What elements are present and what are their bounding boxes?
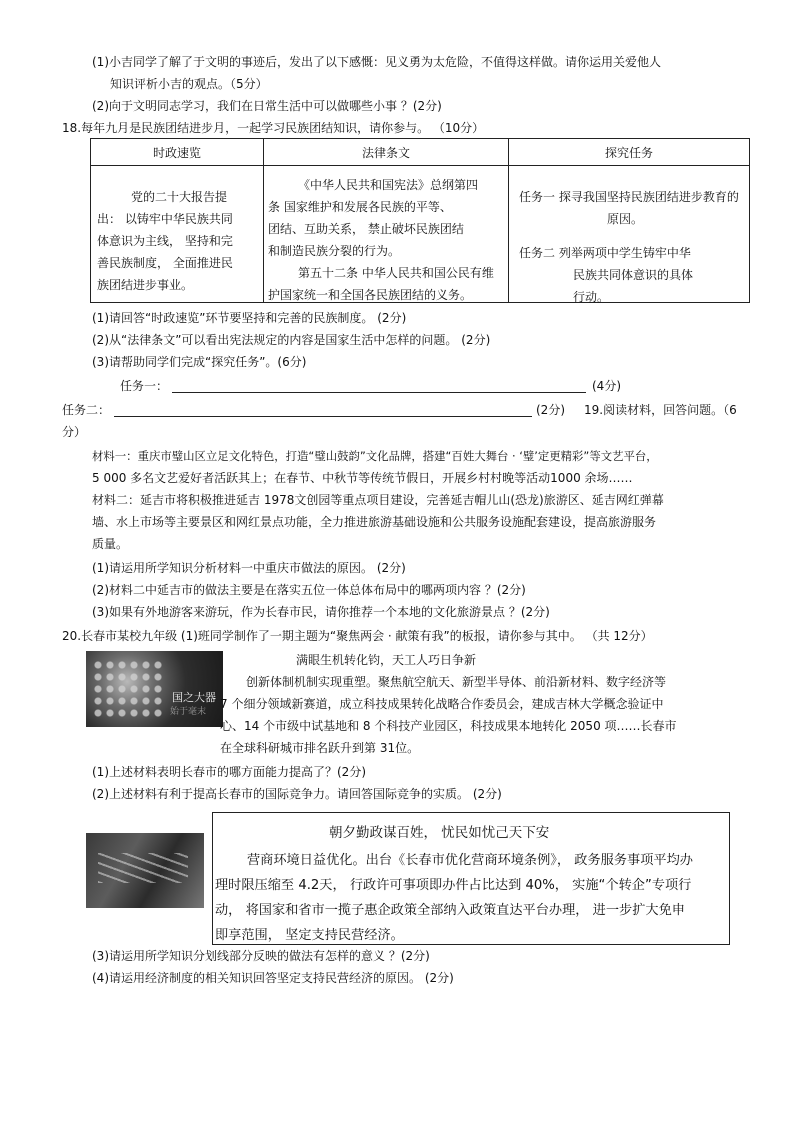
q18-task-line: 任务二 列举两项中学生铸牢中华 xyxy=(519,246,691,260)
q17-sub2: (2)向于文明同志学习，我们在日常生活中可以做哪些小事 ？(2分) xyxy=(92,99,442,113)
q19-stem-line1: 19.阅读材料，回答问题。（6 xyxy=(584,403,737,417)
q19-sub1: (1)请运用所学知识分析材料一中重庆市做法的原因。 (2分) xyxy=(92,561,406,575)
q20-passage2-box xyxy=(212,812,730,945)
q18-news-line: 出： 以铸牢中华民族共同 xyxy=(97,212,233,226)
q18-task1-score: (4分) xyxy=(592,379,621,393)
q17-sub1-line1: (1)小吉同学了解了于文明的事迹后，发出了以下感慨：见义勇为太危险，不值得这样做。请你运用关爱他人 xyxy=(92,55,662,69)
q18-task2-label: 任务二： xyxy=(62,403,111,417)
q18-task-line: 原因。 xyxy=(607,212,644,226)
q18-task2-answer-line[interactable] xyxy=(114,416,532,417)
q20-passage1-line: 创新体制机制实现重塑。聚焦航空航天、新型半导体、前沿新材料、数字经济等 xyxy=(246,675,667,689)
q18-task1-label: 任务一： xyxy=(120,379,169,393)
q18-task-line: 民族共同体意识的具体 xyxy=(573,268,694,282)
q18-sub1: (1)请回答“时政速览”环节要坚持和完善的民族制度。 (2分) xyxy=(92,311,407,325)
q20-sub1: (1)上述材料表明长春市的哪方面能力提高了？(2分) xyxy=(92,765,366,779)
chip-photo-image xyxy=(86,651,223,727)
q18-news-line: 党的二十大报告提 xyxy=(131,190,228,204)
q18-cell-law xyxy=(264,166,509,303)
q18-header-law: 法律条文 xyxy=(264,139,509,166)
chip-dots-pattern xyxy=(92,659,162,717)
q18-law-line: 《中华人民共和国宪法》总纲第四 xyxy=(298,178,479,192)
q20-sub3: (3)请运用所学知识分划线部分反映的做法有怎样的意义 ？(2分) xyxy=(92,949,430,963)
q18-task-line: 任务一 探寻我国坚持民族团结进步教育的 xyxy=(519,190,739,204)
q18-cell-news xyxy=(91,166,264,303)
q18-sub3: (3)请帮助同学们完成“探究任务”。(6分) xyxy=(92,355,307,369)
image-caption-sub: 始于毫末 xyxy=(170,707,207,717)
q17-sub1-line2: 知识评析小吉的观点。（5分） xyxy=(110,77,268,91)
q18-task-line: 行动。 xyxy=(573,290,610,304)
q19-material2-line2: 墙、水上市场等主要景区和网红景点功能，全力推进旅游基础设施和公共服务设施配套建设，提高旅游服务 xyxy=(92,515,657,529)
q18-law-line: 第五十二条 中华人民共和国公民有维 xyxy=(298,266,494,280)
q18-news-line: 善民族制度， 全面推进民 xyxy=(97,256,233,270)
q18-cell-task xyxy=(509,166,750,303)
q18-stem: 18.每年九月是民族团结进步月，一起学习民族团结知识，请你参与。 （10分） xyxy=(62,121,485,135)
q18-law-line: 团结、互助关系， 禁止破坏民族团结 xyxy=(268,222,464,236)
q18-task1-answer-line[interactable] xyxy=(172,392,586,393)
q18-news-line: 族团结进步事业。 xyxy=(97,278,194,292)
q18-news-line: 体意识为主线， 坚持和完 xyxy=(97,234,233,248)
q19-material2-line3: 质量。 xyxy=(92,537,129,551)
q18-law-line: 和制造民族分裂的行为。 xyxy=(268,244,401,258)
city-photo-image xyxy=(86,833,204,908)
q19-sub2: (2)材料二中延吉市的做法主要是在落实五位一体总体布局中的哪两项内容 ？(2分) xyxy=(92,583,526,597)
q20-sub2: (2)上述材料有利于提高长春市的国际竞争力。请回答国际竞争的实质。 (2分) xyxy=(92,787,502,801)
q20-sub4: (4)请运用经济制度的相关知识回答坚定支持民营经济的原因。 (2分) xyxy=(92,971,454,985)
q20-passage1-line: 7 个细分领域新赛道，成立科技成果转化战略合作委员会，建成吉林大学概念验证中 xyxy=(220,697,664,711)
q18-header-task: 探究任务 xyxy=(509,139,750,166)
q18-sub2: (2)从“法律条文”可以看出宪法规定的内容是国家生活中怎样的问题。 (2分) xyxy=(92,333,491,347)
q20-stem: 20.长春市某校九年级 (1)班同学制作了一期主题为“聚焦两会 · 献策有我”的板报，请你参与其中。 （共 12分） xyxy=(62,629,653,643)
photo-texture xyxy=(98,853,188,883)
image-caption: 国之大器 xyxy=(172,691,216,704)
q18-law-line: 条 国家维护和发展各民族的平等、 xyxy=(268,200,452,214)
q20-passage2-line: 即享范围， 坚定支持民营经济。 xyxy=(215,928,404,943)
q18-law-line: 护国家统一和全国各民族团结的义务。 xyxy=(268,288,473,302)
q20-passage1-line: 在全球科研城市排名跃升到第 31位。 xyxy=(220,741,420,755)
q18-table xyxy=(90,138,750,303)
q18-task2-score: (2分) xyxy=(536,403,565,417)
q18-header-news: 时政速览 xyxy=(91,139,264,166)
q20-passage2-line: 动， 将国家和省市一揽子惠企政策全部纳入政策直达平台办理， 进一步扩大免申 xyxy=(215,903,685,918)
q20-passage2-line: 理时限压缩至 4.2天， 行政许可事项即办件占比达到 40%， 实施“个转企”专项行 xyxy=(215,878,692,893)
q19-material2-line1: 材料二：延吉市将积极推进延吉 1978文创园等重点项目建设，完善延吉帽儿山(恐龙)旅游区、延吉网红弹幕 xyxy=(92,493,664,507)
q20-passage2-title: 朝夕勤政谋百姓， 忧民如忧己天下安 xyxy=(329,825,550,841)
q19-sub3: (3)如果有外地游客来游玩，作为长春市民，请你推荐一个本地的文化旅游景点 ？(2分) xyxy=(92,605,550,619)
q20-passage1-line: 心、14 个市级中试基地和 8 个科技产业园区，科技成果本地转化 2050 项……长春市 xyxy=(220,719,677,733)
q20-passage2-line: 营商环境日益优化。出台《长春市优化营商环境条例》， 政务服务事项平均办 xyxy=(247,853,693,868)
q20-passage1-title: 满眼生机转化钧，天工人巧日争新 xyxy=(296,653,477,667)
q19-stem-line2: 分） xyxy=(62,425,87,439)
q19-material1-line2: 5 000 多名文艺爱好者活跃其上；在春节、中秋节等传统节假日，开展乡村村晚等活动1000 余场…… xyxy=(92,471,633,485)
q19-material1-line1: 材料一：重庆市璧山区立足文化特色，打造“璧山鼓韵”文化品牌，搭建“百姓大舞台 · ‘璧’定更精彩”等文艺平台， xyxy=(92,449,658,463)
